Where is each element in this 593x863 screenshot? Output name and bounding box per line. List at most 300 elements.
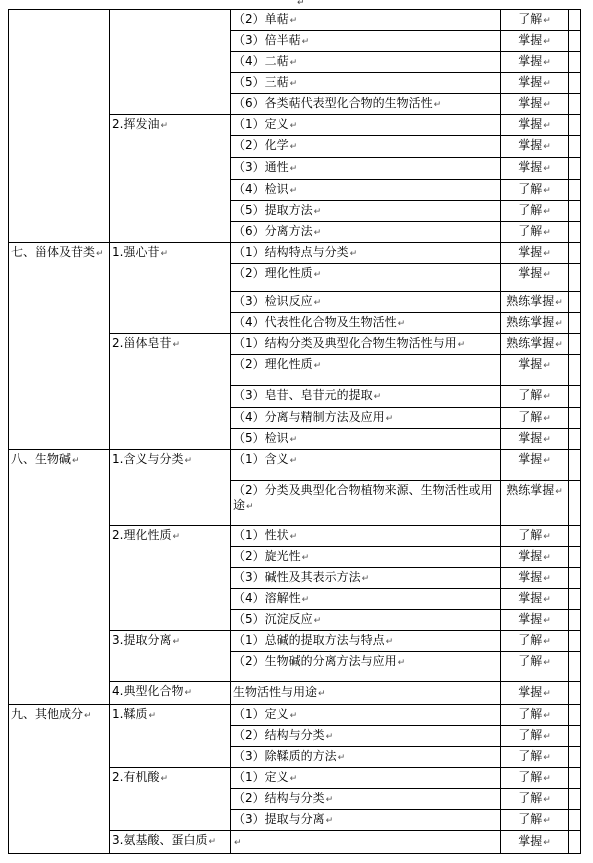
paragraph-mark: ↵ bbox=[289, 185, 298, 196]
paragraph-mark: ↵ bbox=[301, 594, 310, 605]
paragraph-mark: ↵ bbox=[301, 552, 310, 563]
row-end-cell bbox=[569, 52, 581, 73]
paragraph-mark: ↵ bbox=[313, 206, 322, 217]
level-cell-text: 了解 bbox=[518, 748, 543, 763]
level-cell-text: 掌握 bbox=[518, 684, 543, 699]
level-cell bbox=[501, 313, 569, 334]
level-cell-text: 了解 bbox=[518, 654, 543, 668]
paragraph-mark: ↵ bbox=[172, 340, 180, 350]
paragraph-mark: ↵ bbox=[543, 78, 551, 89]
content-cell-text: （1）结构分类及典型化合物生物活性与用 bbox=[233, 335, 457, 350]
level-cell bbox=[501, 789, 569, 810]
chapter-cell bbox=[9, 243, 110, 450]
paragraph-mark: ↵ bbox=[325, 731, 334, 742]
paragraph-mark: ↵ bbox=[543, 552, 551, 563]
paragraph-mark: ↵ bbox=[543, 434, 551, 445]
row-end-cell bbox=[569, 631, 581, 652]
paragraph-mark: ↵ bbox=[313, 227, 322, 238]
level-cell bbox=[501, 408, 569, 429]
content-cell bbox=[231, 386, 501, 408]
topic-cell bbox=[110, 831, 231, 854]
paragraph-mark: ↵ bbox=[289, 142, 298, 152]
row-end-cell bbox=[569, 264, 581, 292]
content-cell bbox=[231, 810, 501, 831]
topic-cell bbox=[110, 243, 231, 334]
topic-cell-text: 3.氨基酸、蛋白质 bbox=[112, 833, 208, 847]
paragraph-mark: ↵ bbox=[289, 120, 298, 131]
level-cell bbox=[501, 334, 569, 355]
paragraph-mark: ↵ bbox=[543, 164, 551, 174]
paragraph-mark: ↵ bbox=[313, 297, 322, 308]
row-end-cell bbox=[569, 334, 581, 355]
level-cell-text: 了解 bbox=[518, 527, 543, 542]
paragraph-mark: ↵ bbox=[289, 57, 298, 68]
content-cell bbox=[231, 158, 501, 180]
content-cell-text: （1）结构特点与分类 bbox=[233, 244, 349, 259]
topic-cell bbox=[110, 10, 231, 115]
content-cell bbox=[231, 408, 501, 429]
level-cell-text: 了解 bbox=[518, 388, 543, 402]
paragraph-mark: ↵ bbox=[543, 185, 551, 196]
content-cell bbox=[231, 682, 501, 705]
topic-cell bbox=[110, 631, 231, 682]
topic-cell bbox=[110, 526, 231, 631]
content-cell-text: （1）性状 bbox=[233, 527, 289, 542]
row-end-cell bbox=[569, 568, 581, 589]
content-cell-text: （5）提取方法 bbox=[233, 202, 313, 217]
paragraph-mark: ↵ bbox=[543, 658, 551, 668]
content-cell bbox=[231, 481, 501, 526]
row-end-cell bbox=[569, 313, 581, 334]
paragraph-mark: ↵ bbox=[543, 815, 551, 826]
topic-cell-text: 3.提取分离 bbox=[112, 633, 172, 647]
content-cell-text: （2）理化性质 bbox=[233, 266, 313, 280]
level-cell-text: 掌握 bbox=[518, 244, 543, 259]
paragraph-mark: ↵ bbox=[208, 837, 216, 847]
topic-cell bbox=[110, 450, 231, 526]
level-cell-text: 了解 bbox=[518, 223, 543, 238]
row-end-cell bbox=[569, 94, 581, 115]
paragraph-mark: ↵ bbox=[84, 711, 92, 721]
paragraph-mark: ↵ bbox=[543, 248, 551, 259]
level-cell-text: 了解 bbox=[518, 181, 543, 196]
level-cell-text: 掌握 bbox=[518, 590, 543, 605]
row-end-cell bbox=[569, 747, 581, 768]
paragraph-mark: ↵ bbox=[373, 392, 382, 402]
level-cell-text: 了解 bbox=[518, 11, 543, 26]
content-cell bbox=[231, 201, 501, 222]
level-cell-text: 了解 bbox=[518, 706, 543, 721]
level-cell bbox=[501, 292, 569, 313]
row-end-cell bbox=[569, 810, 581, 831]
paragraph-mark: ↵ bbox=[301, 36, 310, 47]
topic-cell bbox=[110, 115, 231, 243]
content-cell bbox=[231, 31, 501, 52]
content-cell bbox=[231, 526, 501, 547]
paragraph-mark: ↵ bbox=[337, 752, 346, 763]
row-end-cell bbox=[569, 789, 581, 810]
paragraph-mark: ↵ bbox=[555, 487, 563, 497]
row-end-cell bbox=[569, 652, 581, 682]
row-end-cell bbox=[569, 589, 581, 610]
row-end-cell bbox=[569, 450, 581, 481]
paragraph-mark: ↵ bbox=[543, 270, 551, 280]
paragraph-mark: ↵ bbox=[543, 456, 551, 466]
paragraph-mark: ↵ bbox=[172, 532, 180, 542]
content-cell bbox=[231, 10, 501, 31]
level-cell-text: 熟练掌握 bbox=[506, 293, 555, 308]
topic-cell-text: 1.鞣质 bbox=[112, 707, 148, 721]
row-end-cell bbox=[569, 201, 581, 222]
chapter-cell bbox=[9, 450, 110, 705]
row-end-cell bbox=[569, 481, 581, 526]
content-cell-text: （1）定义 bbox=[233, 116, 289, 131]
level-cell bbox=[501, 201, 569, 222]
table-row bbox=[9, 243, 581, 264]
paragraph-mark: ↵ bbox=[184, 456, 192, 466]
paragraph-mark: ↵ bbox=[397, 658, 406, 668]
row-end-cell bbox=[569, 10, 581, 31]
table-row bbox=[9, 705, 581, 726]
content-cell-text: （3）除鞣质的方法 bbox=[233, 748, 337, 763]
chapter-cell-text: 八、生物碱 bbox=[11, 452, 72, 466]
content-cell bbox=[231, 94, 501, 115]
table-row bbox=[9, 10, 581, 31]
row-end-cell bbox=[569, 355, 581, 386]
level-cell-text: 掌握 bbox=[518, 452, 543, 466]
paragraph-mark: ↵ bbox=[148, 711, 156, 721]
row-end-cell bbox=[569, 243, 581, 264]
content-cell bbox=[231, 429, 501, 450]
paragraph-mark: ↵ bbox=[325, 794, 334, 805]
content-cell-text: （3）皂苷、皂苷元的提取 bbox=[233, 388, 373, 402]
content-cell bbox=[231, 264, 501, 292]
content-cell bbox=[231, 652, 501, 682]
paragraph-mark: ↵ bbox=[289, 15, 298, 26]
content-cell-text: （4）二萜 bbox=[233, 53, 289, 68]
content-cell bbox=[231, 768, 501, 789]
level-cell bbox=[501, 222, 569, 243]
level-cell-text: 掌握 bbox=[518, 160, 543, 174]
paragraph-mark: ↵ bbox=[543, 361, 551, 371]
content-cell-text: （2）单萜 bbox=[233, 11, 289, 26]
content-cell bbox=[231, 180, 501, 201]
content-cell bbox=[231, 52, 501, 73]
paragraph-mark: ↵ bbox=[289, 434, 298, 445]
row-end-cell bbox=[569, 386, 581, 408]
row-end-cell bbox=[569, 115, 581, 136]
level-cell bbox=[501, 450, 569, 481]
paragraph-mark: ↵ bbox=[543, 36, 551, 47]
topic-cell-text: 1.强心苷 bbox=[112, 245, 160, 259]
row-end-cell bbox=[569, 705, 581, 726]
paragraph-mark: ↵ bbox=[543, 99, 551, 110]
paragraph-mark: ↵ bbox=[555, 318, 563, 329]
level-cell bbox=[501, 31, 569, 52]
paragraph-mark: ↵ bbox=[543, 392, 551, 402]
level-cell bbox=[501, 243, 569, 264]
content-cell-text: （2）分类及典型化合物植物来源、生物活性或用途 bbox=[233, 483, 493, 512]
paragraph-mark: ↵ bbox=[72, 456, 80, 466]
paragraph-mark: ↵ bbox=[543, 752, 551, 763]
content-cell-text: （4）代表性化合物及生物活性 bbox=[233, 314, 397, 329]
content-cell-text: （3）检识反应 bbox=[233, 293, 313, 308]
row-end-cell bbox=[569, 610, 581, 631]
level-cell-text: 了解 bbox=[518, 202, 543, 217]
row-end-cell bbox=[569, 429, 581, 450]
paragraph-mark: ↵ bbox=[318, 688, 326, 699]
content-cell bbox=[231, 589, 501, 610]
paragraph-mark: ↵ bbox=[543, 57, 551, 68]
paragraph-mark: ↵ bbox=[543, 636, 551, 647]
row-end-cell bbox=[569, 682, 581, 705]
level-cell-text: 了解 bbox=[518, 769, 543, 784]
content-cell bbox=[231, 568, 501, 589]
content-cell-text: （2）结构与分类 bbox=[233, 790, 325, 805]
content-cell bbox=[231, 610, 501, 631]
level-cell-text: 掌握 bbox=[518, 430, 543, 445]
chapter-cell bbox=[9, 705, 110, 854]
content-cell-text: （3）通性 bbox=[233, 160, 289, 174]
paragraph-mark: ↵ bbox=[543, 413, 551, 424]
paragraph-mark: ↵ bbox=[325, 815, 334, 826]
content-cell bbox=[231, 547, 501, 568]
content-cell bbox=[231, 334, 501, 355]
level-cell-text: 熟练掌握 bbox=[506, 335, 555, 350]
content-cell-text: （5）检识 bbox=[233, 430, 289, 445]
paragraph-mark: ↵ bbox=[543, 227, 551, 238]
level-cell-text: 了解 bbox=[518, 632, 543, 647]
level-cell bbox=[501, 526, 569, 547]
paragraph-mark: ↵ bbox=[543, 731, 551, 742]
content-cell-text: （4）分离与精制方法及应用 bbox=[233, 409, 385, 424]
paragraph-mark: ↵ bbox=[297, 0, 305, 8]
row-end-cell bbox=[569, 136, 581, 158]
row-end-cell bbox=[569, 158, 581, 180]
paragraph-mark: ↵ bbox=[433, 99, 442, 110]
level-cell bbox=[501, 747, 569, 768]
content-cell-text: （4）检识 bbox=[233, 181, 289, 196]
row-end-cell bbox=[569, 408, 581, 429]
content-cell-text: （1）含义 bbox=[233, 452, 289, 466]
level-cell bbox=[501, 429, 569, 450]
row-end-cell bbox=[569, 547, 581, 568]
paragraph-mark: ↵ bbox=[313, 361, 322, 371]
topic-cell bbox=[110, 705, 231, 768]
level-cell bbox=[501, 589, 569, 610]
level-cell-text: 了解 bbox=[518, 790, 543, 805]
content-cell-text: （6）分离方法 bbox=[233, 223, 313, 238]
level-cell bbox=[501, 568, 569, 589]
paragraph-mark: ↵ bbox=[160, 121, 168, 131]
paragraph-mark: ↵ bbox=[543, 573, 551, 584]
level-cell-text: 掌握 bbox=[518, 95, 543, 110]
level-cell bbox=[501, 652, 569, 682]
row-end-cell bbox=[569, 831, 581, 854]
topic-cell bbox=[110, 334, 231, 450]
paragraph-mark: ↵ bbox=[543, 531, 551, 542]
paragraph-mark: ↵ bbox=[397, 318, 406, 329]
content-cell bbox=[231, 705, 501, 726]
level-cell bbox=[501, 115, 569, 136]
paragraph-mark: ↵ bbox=[160, 249, 168, 259]
paragraph-mark: ↵ bbox=[313, 270, 322, 280]
level-cell-text: 掌握 bbox=[518, 74, 543, 89]
paragraph-mark: ↵ bbox=[457, 339, 466, 350]
topic-cell-text: 2.挥发油 bbox=[112, 117, 160, 131]
level-cell-text: 掌握 bbox=[518, 138, 543, 152]
content-cell-text: （3）碱性及其表示方法 bbox=[233, 569, 361, 584]
paragraph-mark: ↵ bbox=[96, 249, 104, 259]
row-end-cell bbox=[569, 768, 581, 789]
paragraph-mark: ↵ bbox=[385, 636, 394, 647]
row-end-cell bbox=[569, 73, 581, 94]
paragraph-mark: ↵ bbox=[289, 531, 298, 542]
content-cell bbox=[231, 313, 501, 334]
content-cell bbox=[231, 747, 501, 768]
topic-cell-text: 1.含义与分类 bbox=[112, 452, 184, 466]
level-cell-text: 掌握 bbox=[518, 357, 543, 371]
level-cell-text: 掌握 bbox=[518, 548, 543, 563]
topic-cell bbox=[110, 682, 231, 705]
row-end-cell bbox=[569, 31, 581, 52]
paragraph-mark: ↵ bbox=[289, 773, 298, 784]
content-cell-text: （1）定义 bbox=[233, 706, 289, 721]
level-cell bbox=[501, 264, 569, 292]
level-cell bbox=[501, 180, 569, 201]
level-cell bbox=[501, 10, 569, 31]
level-cell-text: 掌握 bbox=[518, 611, 543, 626]
content-cell-text: （3）倍半萜 bbox=[233, 32, 301, 47]
chapter-cell bbox=[9, 10, 110, 243]
level-cell bbox=[501, 831, 569, 854]
paragraph-mark: ↵ bbox=[234, 837, 242, 848]
paragraph-mark: ↵ bbox=[543, 615, 551, 626]
paragraph-mark: ↵ bbox=[160, 774, 168, 784]
level-cell-text: 掌握 bbox=[518, 833, 543, 848]
content-cell-text: （5）沉淀反应 bbox=[233, 611, 313, 626]
content-cell bbox=[231, 450, 501, 481]
content-cell-text: （2）旋光性 bbox=[233, 548, 301, 563]
paragraph-mark: ↵ bbox=[172, 637, 180, 647]
paragraph-mark: ↵ bbox=[184, 688, 192, 698]
table-row bbox=[9, 450, 581, 481]
row-end-cell bbox=[569, 526, 581, 547]
content-cell bbox=[231, 355, 501, 386]
paragraph-mark: ↵ bbox=[349, 248, 358, 259]
syllabus-table bbox=[8, 9, 581, 854]
content-cell-text: （2）理化性质 bbox=[233, 357, 313, 371]
level-cell-text: 掌握 bbox=[518, 53, 543, 68]
content-cell-text: （4）溶解性 bbox=[233, 590, 301, 605]
content-cell bbox=[231, 136, 501, 158]
level-cell bbox=[501, 158, 569, 180]
level-cell bbox=[501, 705, 569, 726]
content-cell bbox=[231, 73, 501, 94]
content-cell-text: （6）各类萜代表型化合物的生物活性 bbox=[233, 95, 433, 110]
paragraph-mark: ↵ bbox=[289, 710, 298, 721]
level-cell-text: 熟练掌握 bbox=[506, 483, 555, 497]
row-end-cell bbox=[569, 222, 581, 243]
content-cell bbox=[231, 726, 501, 747]
paragraph-mark: ↵ bbox=[543, 120, 551, 131]
level-cell-text: 了解 bbox=[518, 811, 543, 826]
paragraph-mark: ↵ bbox=[289, 456, 298, 466]
level-cell-text: 了解 bbox=[518, 409, 543, 424]
paragraph-mark: ↵ bbox=[361, 573, 370, 584]
level-cell bbox=[501, 355, 569, 386]
paragraph-mark: ↵ bbox=[313, 615, 322, 626]
paragraph-mark: ↵ bbox=[555, 339, 563, 350]
topic-cell-text: 4.典型化合物 bbox=[112, 684, 184, 698]
level-cell bbox=[501, 682, 569, 705]
content-cell-text: 生物活性与用途 bbox=[233, 684, 318, 699]
paragraph-mark: ↵ bbox=[543, 142, 551, 152]
row-end-cell bbox=[569, 180, 581, 201]
level-cell-text: 熟练掌握 bbox=[506, 314, 555, 329]
paragraph-mark: ↵ bbox=[543, 594, 551, 605]
level-cell bbox=[501, 73, 569, 94]
topic-cell bbox=[110, 768, 231, 831]
content-cell bbox=[231, 789, 501, 810]
level-cell bbox=[501, 768, 569, 789]
row-end-cell bbox=[569, 292, 581, 313]
paragraph-mark: ↵ bbox=[543, 794, 551, 805]
content-cell bbox=[231, 115, 501, 136]
paragraph-mark: ↵ bbox=[543, 837, 551, 848]
level-cell-text: 掌握 bbox=[518, 116, 543, 131]
paragraph-mark: ↵ bbox=[289, 78, 298, 89]
paragraph-mark: ↵ bbox=[246, 502, 254, 512]
level-cell bbox=[501, 631, 569, 652]
level-cell-text: 掌握 bbox=[518, 266, 543, 280]
content-cell-text: （1）定义 bbox=[233, 769, 289, 784]
level-cell bbox=[501, 52, 569, 73]
level-cell-text: 掌握 bbox=[518, 569, 543, 584]
paragraph-mark: ↵ bbox=[289, 164, 298, 174]
paragraph-mark: ↵ bbox=[543, 206, 551, 217]
level-cell-text: 了解 bbox=[518, 727, 543, 742]
paragraph-mark: ↵ bbox=[543, 710, 551, 721]
content-cell bbox=[231, 222, 501, 243]
level-cell bbox=[501, 610, 569, 631]
content-cell bbox=[231, 243, 501, 264]
paragraph-mark: ↵ bbox=[543, 688, 551, 699]
content-cell-text: （2）生物碱的分离方法与应用 bbox=[233, 654, 397, 668]
chapter-cell-text: 七、甾体及苷类 bbox=[11, 245, 96, 259]
content-cell-text: （2）结构与分类 bbox=[233, 727, 325, 742]
paragraph-mark: ↵ bbox=[555, 297, 563, 308]
level-cell bbox=[501, 481, 569, 526]
level-cell bbox=[501, 94, 569, 115]
content-cell-text: （3）提取与分离 bbox=[233, 811, 325, 826]
level-cell bbox=[501, 547, 569, 568]
paragraph-mark: ↵ bbox=[385, 413, 394, 424]
content-cell-text: （1）总碱的提取方法与特点 bbox=[233, 632, 385, 647]
content-cell bbox=[231, 631, 501, 652]
content-cell bbox=[231, 292, 501, 313]
topic-cell-text: 2.有机酸 bbox=[112, 770, 160, 784]
chapter-cell-text: 九、其他成分 bbox=[11, 707, 84, 721]
paragraph-mark: ↵ bbox=[543, 15, 551, 26]
level-cell bbox=[501, 386, 569, 408]
content-cell-text: （5）三萜 bbox=[233, 74, 289, 89]
level-cell bbox=[501, 810, 569, 831]
paragraph-mark: ↵ bbox=[543, 773, 551, 784]
topic-cell-text: 2.甾体皂苷 bbox=[112, 336, 172, 350]
level-cell bbox=[501, 136, 569, 158]
content-cell bbox=[231, 831, 501, 854]
